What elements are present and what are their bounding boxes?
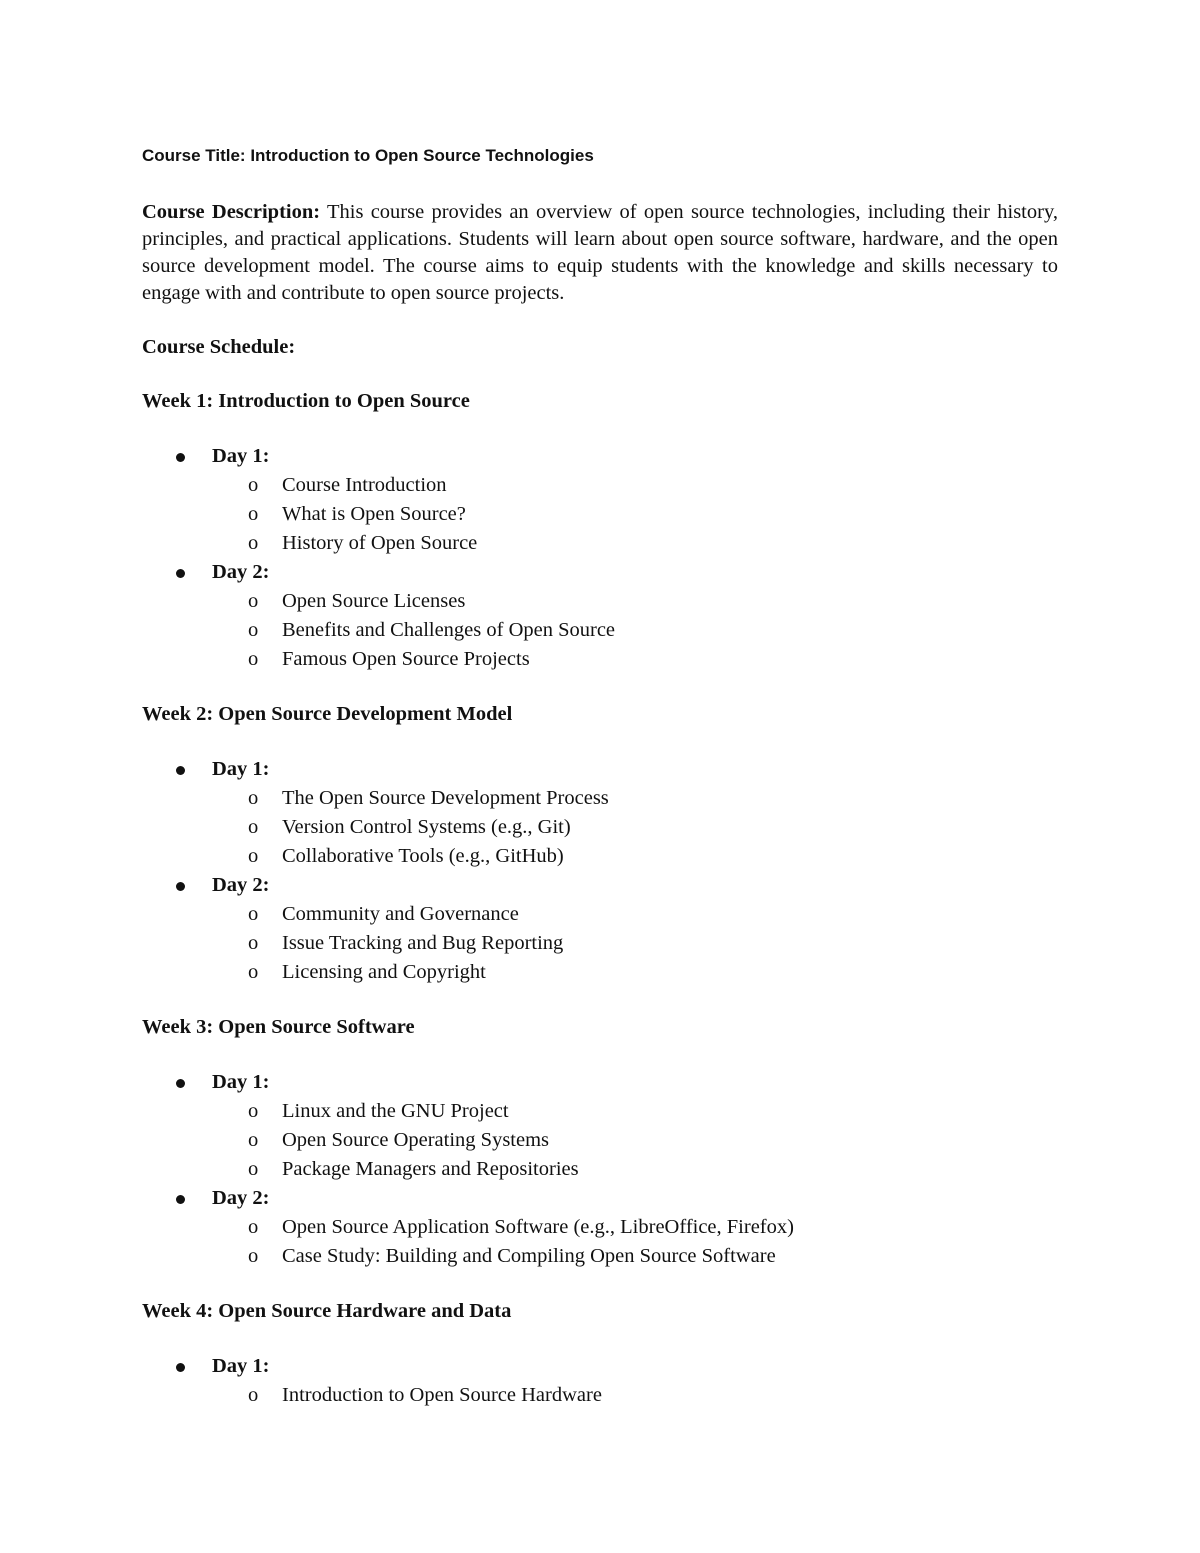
- week-title: Week 2: Open Source Development Model: [142, 703, 513, 725]
- circle-bullet-icon: o: [248, 590, 259, 612]
- bullet-icon: [176, 1363, 185, 1372]
- day-label-row: [142, 755, 1058, 784]
- day-label-row: [142, 442, 1058, 471]
- topic-item: [142, 1155, 1058, 1184]
- topic-text: Licensing and Copyright: [282, 961, 486, 983]
- topic-item: [142, 645, 1058, 674]
- topic-text: Package Managers and Repositories: [282, 1158, 579, 1180]
- topic-text: Open Source Operating Systems: [282, 1129, 550, 1151]
- bullet-icon: [176, 766, 185, 775]
- week-section: [142, 1298, 1058, 1410]
- circle-bullet-icon: o: [248, 1216, 259, 1238]
- circle-bullet-icon: o: [248, 1100, 259, 1122]
- topic-text: Community and Governance: [282, 903, 519, 925]
- circle-bullet-icon: o: [248, 648, 259, 670]
- topic-text: Collaborative Tools (e.g., GitHub): [282, 845, 564, 867]
- day-label: Day 1:: [212, 445, 270, 467]
- day-item: [142, 1184, 1058, 1271]
- course-description-text: This course provides an overview of open source technologies, including their history, principles, and practical applications. Students will learn about open source software, hardware, and the open source development model. The course aims to equip students with the knowledge and skills necessary to engage with and contribute to open source projects.: [142, 201, 1058, 304]
- bullet-icon: [176, 569, 185, 578]
- circle-bullet-icon: o: [248, 787, 259, 809]
- day-label: Day 1:: [212, 1071, 270, 1093]
- topic-text: History of Open Source: [282, 532, 478, 554]
- day-label: Day 1:: [212, 1355, 270, 1377]
- day-item: [142, 755, 1058, 871]
- course-description: [142, 199, 1058, 307]
- day-label-row: [142, 1352, 1058, 1381]
- day-item: [142, 1352, 1058, 1410]
- day-item: [142, 442, 1058, 558]
- topic-item: [142, 784, 1058, 813]
- topic-text: Issue Tracking and Bug Reporting: [282, 932, 564, 954]
- day-label: Day 1:: [212, 758, 270, 780]
- day-label-row: [142, 558, 1058, 587]
- circle-bullet-icon: o: [248, 1158, 259, 1180]
- circle-bullet-icon: o: [248, 532, 259, 554]
- topic-text: Famous Open Source Projects: [282, 648, 530, 670]
- topic-text: Open Source Application Software (e.g., LibreOffice, Firefox): [282, 1216, 794, 1238]
- topic-text: Course Introduction: [282, 474, 447, 496]
- topic-text: Introduction to Open Source Hardware: [282, 1384, 602, 1406]
- topic-item: [142, 1126, 1058, 1155]
- topic-item: [142, 529, 1058, 558]
- day-label: Day 2:: [212, 874, 270, 896]
- circle-bullet-icon: o: [248, 1384, 259, 1406]
- week-title: Week 4: Open Source Hardware and Data: [142, 1300, 512, 1322]
- topic-item: [142, 616, 1058, 645]
- circle-bullet-icon: o: [248, 503, 259, 525]
- topic-text: Linux and the GNU Project: [282, 1100, 509, 1122]
- topic-item: [142, 842, 1058, 871]
- circle-bullet-icon: o: [248, 816, 259, 838]
- topic-text: Benefits and Challenges of Open Source: [282, 619, 616, 641]
- day-item: [142, 1068, 1058, 1184]
- topic-item: [142, 587, 1058, 616]
- circle-bullet-icon: o: [248, 903, 259, 925]
- day-label-row: [142, 1184, 1058, 1213]
- topic-item: [142, 1213, 1058, 1242]
- circle-bullet-icon: o: [248, 1245, 259, 1267]
- circle-bullet-icon: o: [248, 961, 259, 983]
- course-title: Course Title: Introduction to Open Source Technologies: [142, 146, 594, 165]
- day-label: Day 2:: [212, 561, 270, 583]
- day-label: Day 2:: [212, 1187, 270, 1209]
- course-schedule-heading: Course Schedule:: [142, 336, 296, 358]
- topic-item: [142, 471, 1058, 500]
- day-item: [142, 871, 1058, 987]
- topic-text: Case Study: Building and Compiling Open Source Software: [282, 1245, 776, 1267]
- day-item: [142, 558, 1058, 674]
- bullet-icon: [176, 1195, 185, 1204]
- circle-bullet-icon: o: [248, 619, 259, 641]
- topic-item: [142, 1097, 1058, 1126]
- bullet-icon: [176, 1079, 185, 1088]
- topic-text: What is Open Source?: [282, 503, 466, 525]
- week-section: [142, 1014, 1058, 1271]
- topic-text: Version Control Systems (e.g., Git): [282, 816, 571, 838]
- topic-item: [142, 1381, 1058, 1410]
- topic-item: [142, 1242, 1058, 1271]
- topic-item: [142, 500, 1058, 529]
- course-description-label: Course Description:: [142, 201, 321, 223]
- topic-item: [142, 958, 1058, 987]
- topic-text: The Open Source Development Process: [282, 787, 609, 809]
- document-page: [142, 143, 1058, 1410]
- week-section: [142, 388, 1058, 674]
- schedule-weeks: [142, 388, 1058, 1410]
- topic-text: Open Source Licenses: [282, 590, 466, 612]
- circle-bullet-icon: o: [248, 845, 259, 867]
- topic-item: [142, 900, 1058, 929]
- day-label-row: [142, 871, 1058, 900]
- circle-bullet-icon: o: [248, 474, 259, 496]
- week-title: Week 1: Introduction to Open Source: [142, 390, 470, 412]
- topic-item: [142, 929, 1058, 958]
- week-title: Week 3: Open Source Software: [142, 1016, 415, 1038]
- day-label-row: [142, 1068, 1058, 1097]
- circle-bullet-icon: o: [248, 1129, 259, 1151]
- bullet-icon: [176, 453, 185, 462]
- topic-item: [142, 813, 1058, 842]
- circle-bullet-icon: o: [248, 932, 259, 954]
- bullet-icon: [176, 882, 185, 891]
- week-section: [142, 701, 1058, 987]
